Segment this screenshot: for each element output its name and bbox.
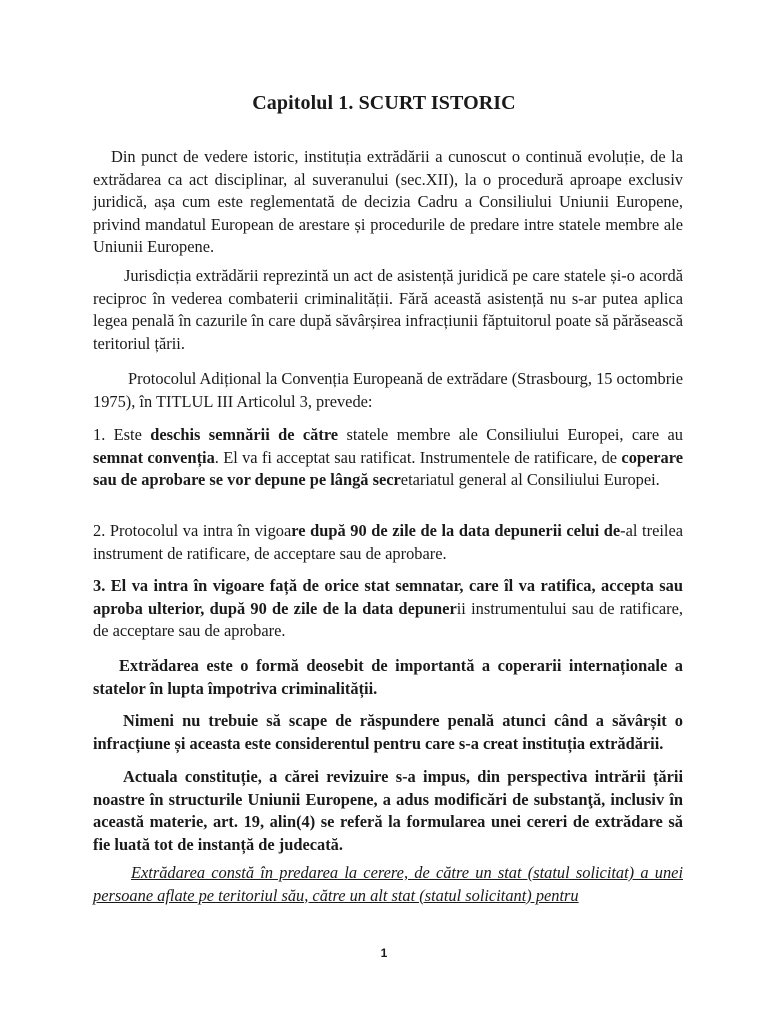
paragraph-text: Protocolul Adițional la Convenția Europeană de extrădare (Strasbourg, 15 octombrie 1975), în TITLUL III Articolul 3, prevede:	[93, 369, 684, 411]
paragraph-text: Extrădarea constă în predarea la cerere, de către un stat (statul solicitat) a unei persoane aflate pe teritoriul său, către un alt stat (statul solicitant) pentru	[93, 863, 683, 905]
paragraph	[93, 655, 683, 700]
paragraph	[93, 424, 683, 492]
chapter-title: Capitolul 1. SCURT ISTORIC	[252, 92, 516, 114]
paragraph-text: Nimeni nu trebuie să scape de răspundere penală atunci când a săvârșit o infracțiune și aceasta este considerentul pentru care s-a creat instituția extrădării.	[93, 711, 683, 753]
paragraph	[93, 710, 683, 755]
paragraph-text: statele membre ale Consiliului Europei, care au	[338, 425, 684, 444]
paragraph-text: . El va fi acceptat sau ratificat. Instrumentele de ratificare, de	[214, 447, 622, 467]
paragraph-text: coperare sau de aprobare se vor depune pe lângă secr	[93, 447, 684, 489]
paragraph-text: Extrădarea este o formă deosebit de importantă a coperarii internaționale a statelor în lupta împotriva criminalității.	[93, 656, 683, 698]
paragraph	[93, 265, 683, 355]
paragraph	[93, 766, 683, 856]
paragraph-text: ii instrumentului sau de ratificare, de acceptare sau de aprobare.	[93, 598, 683, 640]
paragraph-text: re după 90 de zile de la data depunerii celui de	[291, 521, 621, 540]
paragraph-text: Din punct de vedere istoric, instituția extrădării a cunoscut o continuă evoluție, de la extrădarea ca act disciplinar, al suveranului (sec.XII), la o procedură aproape exclusiv juridică, așa cum este reglementată de decizia Cadru a Consiliului Uniunii Europene, privind mandatul European de arestare și procedurile de predare intre statele membre ale Uniunii Europene.	[93, 147, 683, 256]
paragraph	[93, 575, 683, 643]
paragraph-text: semnat convenția	[93, 447, 215, 467]
paragraph	[93, 862, 683, 907]
paragraph-text: etariatul general al Consiliului Europei.	[400, 470, 660, 489]
paragraph	[93, 368, 683, 413]
paragraph-text: 1. Este	[93, 425, 151, 444]
paragraph	[93, 146, 683, 259]
paragraph-text: Actuala constituție, a cărei revizuire s-a impus, din perspectiva intrării țării noastre în structurile Uniunii Europene, a adus modificări de substanţă, inclusiv în această materie, art. 19, alin(4) se referă la formularea unei cereri de extrădare să fie luată tot de instanță de judecată.	[93, 767, 683, 854]
paragraph-text: 2. Protocolul va intra în vigoa	[93, 521, 292, 540]
paragraph	[93, 520, 683, 565]
page-number: 1	[380, 946, 388, 960]
paragraph-text: Jurisdicția extrădării reprezintă un act de asistență juridică pe care statele și-o acordă reciproc în vederea combaterii criminalității. Fără această asistență nu s-ar putea aplica legea penală în cazurile în care după săvârșirea infracțiunii făptuitorul poate să părăsească teritoriul țării.	[93, 266, 683, 353]
paragraph-text: 3. El va intra în vigoare față de orice stat semnatar, care îl va ratifica, accepta sau aproba ulterior, după 90 de zile de la data depuner	[93, 576, 683, 618]
paragraph-text: deschis semnării de către	[150, 425, 339, 444]
paragraph-text: -al treilea instrument de ratificare, de acceptare sau de aprobare.	[93, 521, 684, 563]
